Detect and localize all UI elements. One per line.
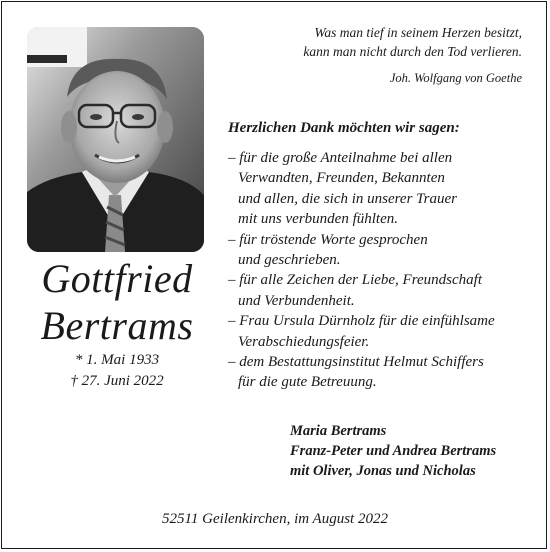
death-date: † 27. Juni 2022 [70, 373, 164, 389]
thanks-line: und Verbundenheit. [238, 292, 355, 309]
place-date: 52511 Geilenkirchen, im August 2022 [162, 511, 388, 527]
thanks-line: – für alle Zeichen der Liebe, Freundschaft [228, 272, 482, 289]
thanks-line: für die gute Betreuung. [238, 374, 377, 391]
thanks-list [228, 148, 528, 393]
thanks-line: – für die große Anteilnahme bei allen [228, 150, 453, 166]
thanks-line: Verwandten, Freunden, Bekannten [238, 170, 445, 187]
thanks-line: – Frau Ursula Dürnholz für die einfühlsame [228, 313, 495, 330]
thanks-line: und allen, die sich in unserer Trauer [238, 190, 458, 207]
quote-author: Joh. Wolfgang von Goethe [389, 71, 522, 85]
thanks-heading: Herzlichen Dank möchten wir sagen: [228, 120, 460, 136]
signers-block [290, 421, 496, 481]
thanks-line: Verabschiedungsfeier. [238, 333, 370, 350]
quote-line-1: Was man tief in seinem Herzen besitzt, [314, 25, 522, 40]
deceased-last-name: Bertrams [40, 303, 194, 348]
signer-line: Maria Bertrams [290, 423, 387, 439]
signer-line: mit Oliver, Jonas und Nicholas [290, 463, 476, 479]
portrait-photo [27, 27, 204, 252]
thanks-line: und geschrieben. [238, 252, 341, 269]
thanks-line: – dem Bestattungsinstitut Helmut Schiffers [228, 354, 484, 371]
thanks-line: – für tröstende Worte gesprochen [228, 231, 428, 248]
deceased-first-name: Gottfried [41, 256, 193, 301]
thanks-line: mit uns verbunden fühlten. [238, 211, 398, 228]
birth-date: * 1. Mai 1933 [74, 352, 160, 368]
signer-line: Franz-Peter und Andrea Bertrams [290, 443, 497, 459]
quote-line-2: kann man nicht durch den Tod verlieren. [303, 44, 522, 59]
